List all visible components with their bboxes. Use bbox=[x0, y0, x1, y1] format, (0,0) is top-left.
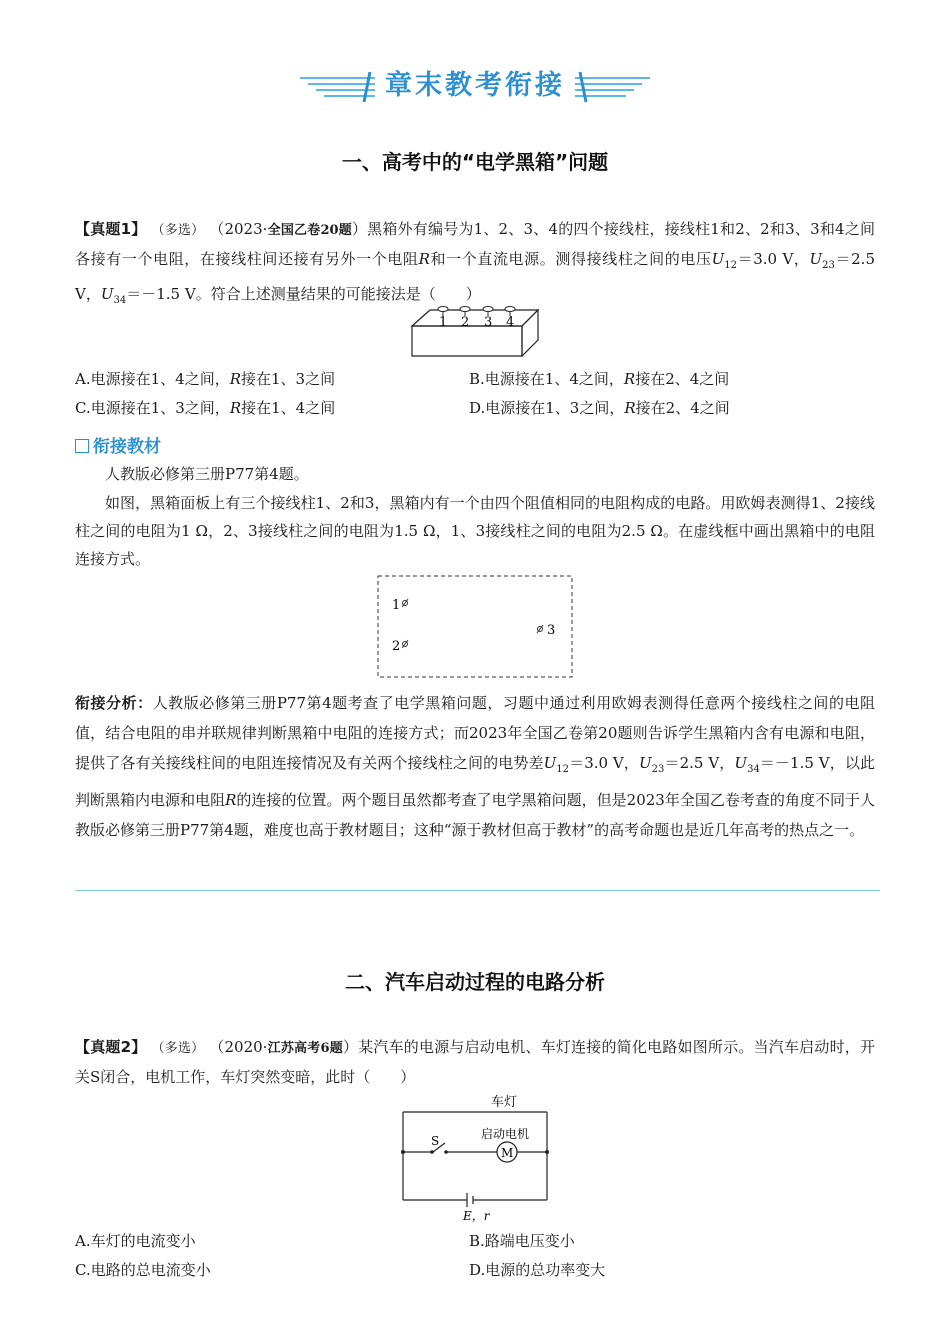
analysis-text-b: 的连接的位置。两个题目虽然都考查了电学黑箱问题，但是2023年全国乙卷考查的角度不同于人教版必修第三册P77第4题，难度也高于教材题目；这种“源于教材但高于教材”的高考命题也是近几年高考的热点之一。 bbox=[75, 791, 875, 839]
black-box-figure bbox=[410, 300, 540, 360]
option-1a-pre: A.电源接在1、4之间， bbox=[75, 370, 230, 388]
section-2-title: 二、汽车启动过程的电路分析 bbox=[345, 970, 605, 994]
value-u12: ＝3.0 V， bbox=[568, 754, 639, 772]
option-1b bbox=[469, 368, 729, 389]
option-1c-pre: C.电源接在1、3之间， bbox=[75, 399, 230, 417]
subscript-23: 23 bbox=[822, 260, 835, 271]
symbol-u: U bbox=[734, 754, 748, 772]
terminal-3-label: 3 bbox=[547, 623, 556, 638]
option-1d-pre: D.电源接在1、3之间， bbox=[469, 399, 625, 417]
subscript-34: 34 bbox=[747, 764, 760, 775]
question-1-text-b: 和一个直流电源。测得接线柱之间的电压 bbox=[429, 250, 712, 268]
option-2b: B.路端电压变小 bbox=[469, 1232, 575, 1250]
subscript-34: 34 bbox=[113, 295, 127, 306]
analysis-paragraph bbox=[75, 688, 875, 845]
junction-left bbox=[401, 1150, 405, 1154]
option-1c bbox=[75, 397, 335, 418]
option-1a bbox=[75, 368, 335, 389]
switch-contact bbox=[444, 1150, 448, 1154]
question-1-text-a: 黑箱外有编号为1、2、3、4的四个接线柱，接线柱1和2、2和3、3和4之间各接有一个电阻，在接线柱间还接有另外一个电阻 bbox=[75, 220, 875, 268]
box-label-1: 1 bbox=[439, 315, 448, 330]
symbol-u: U bbox=[639, 754, 652, 772]
textbook-link-heading bbox=[75, 432, 161, 457]
question-2 bbox=[75, 1033, 875, 1091]
symbol-r: R bbox=[624, 399, 636, 417]
terminal-1-label: 1 bbox=[392, 598, 401, 613]
option-2c: C.电路的总电流变小 bbox=[75, 1261, 211, 1279]
symbol-r: R bbox=[229, 399, 242, 417]
value-u23: ＝2.5 V， bbox=[664, 754, 735, 772]
question-2-source-open: （2020· bbox=[209, 1038, 268, 1056]
question-1-source: 全国乙卷20题 bbox=[267, 223, 352, 238]
option-1d bbox=[469, 397, 730, 418]
symbol-r: R bbox=[623, 370, 636, 388]
motor-symbol: M bbox=[501, 1146, 514, 1160]
question-1-source-close: ） bbox=[351, 220, 368, 238]
motor-label: 启动电机 bbox=[481, 1127, 530, 1141]
value-u34: ＝－1.5 V，以此判断黑箱内电源和电阻 bbox=[75, 754, 875, 809]
textbook-body: 如图，黑箱面板上有三个接线柱1、2和3，黑箱内有一个由四个阻值相同的电阻构成的电路。用欧姆表测得1、2接线柱之间的电阻为1 Ω，2、3接线柱之间的电阻为1.5 Ω，1、3接线柱之间的电阻为2.5 Ω。在虚线框中画出黑箱中的电阻连接方式。 bbox=[75, 494, 875, 568]
subscript-12: 12 bbox=[724, 260, 737, 271]
question-1-type: （多选） bbox=[151, 223, 205, 238]
question-2-source-close: ） bbox=[342, 1038, 359, 1056]
subscript-12: 12 bbox=[556, 764, 569, 775]
switch-label: S bbox=[431, 1134, 440, 1148]
symbol-r: R bbox=[229, 370, 241, 388]
car-circuit-figure bbox=[395, 1092, 560, 1224]
symbol-r: R bbox=[418, 250, 430, 268]
question-2-type: （多选） bbox=[151, 1041, 205, 1056]
terminal-2-label: 2 bbox=[392, 639, 401, 654]
question-1-source-open: （2023· bbox=[209, 220, 268, 238]
box-label-3: 3 bbox=[484, 315, 493, 330]
question-2-tag: 【真题2】 bbox=[75, 1038, 147, 1056]
textbook-link-label: 衔接教材 bbox=[93, 437, 161, 457]
option-2a: A.车灯的电流变小 bbox=[75, 1232, 196, 1250]
value-u23: ＝2.5 V， bbox=[75, 250, 875, 303]
option-1a-post: 接在1、3之间 bbox=[241, 370, 336, 388]
analysis-text-a: 人教版必修第三册P77第4题考查了电学黑箱问题，习题中通过利用欧姆表测得任意两个接线柱之间的电阻值，结合电阻的串并联规律判断黑箱中电阻的连接方式；而2023年全国乙卷第20题则告诉学生黑箱内含有电源和电阻，提供了各有关接线柱间的电阻连接情况及有关两个接线柱之间的电势差 bbox=[75, 694, 875, 772]
checkbox-icon bbox=[75, 439, 89, 453]
value-u34: ＝－1.5 V。符合上述测量结果的可能接法是（ ） bbox=[126, 285, 481, 303]
symbol-u: U bbox=[100, 285, 114, 303]
box-label-2: 2 bbox=[461, 315, 470, 330]
symbol-u: U bbox=[711, 250, 725, 268]
option-1b-post: 接在2、4之间 bbox=[635, 370, 730, 388]
subscript-23: 23 bbox=[651, 764, 665, 775]
question-1-tag: 【真题1】 bbox=[75, 220, 147, 238]
option-1d-post: 接在2、4之间 bbox=[635, 399, 730, 417]
section-divider bbox=[75, 890, 880, 891]
option-1c-post: 接在1、4之间 bbox=[241, 399, 336, 417]
section-1-title: 一、高考中的“电学黑箱”问题 bbox=[341, 150, 609, 174]
option-1b-pre: B.电源接在1、4之间， bbox=[469, 370, 624, 388]
symbol-r: R bbox=[225, 791, 237, 809]
symbol-u: U bbox=[543, 754, 557, 772]
banner-title: 章末教考衔接 bbox=[0, 66, 950, 106]
symbol-u: U bbox=[809, 250, 823, 268]
switch-pivot bbox=[430, 1150, 434, 1154]
option-2d: D.电源的总功率变大 bbox=[469, 1261, 606, 1279]
question-2-source: 江苏高考6题 bbox=[267, 1041, 343, 1056]
junction-right bbox=[545, 1150, 549, 1154]
analysis-label: 衔接分析： bbox=[75, 694, 153, 712]
dashed-box-figure bbox=[377, 575, 574, 679]
textbook-reference: 人教版必修第三册P77第4题。 bbox=[105, 465, 309, 483]
source-label: E，r bbox=[463, 1209, 490, 1223]
value-u12: ＝3.0 V， bbox=[736, 250, 810, 268]
lamp-label: 车灯 bbox=[491, 1095, 518, 1110]
box-label-4: 4 bbox=[506, 315, 515, 330]
question-2-text: 某汽车的电源与启动电机、车灯连接的简化电路如图所示。当汽车启动时，开关S闭合，电机工作，车灯突然变暗，此时（ ） bbox=[75, 1038, 875, 1086]
